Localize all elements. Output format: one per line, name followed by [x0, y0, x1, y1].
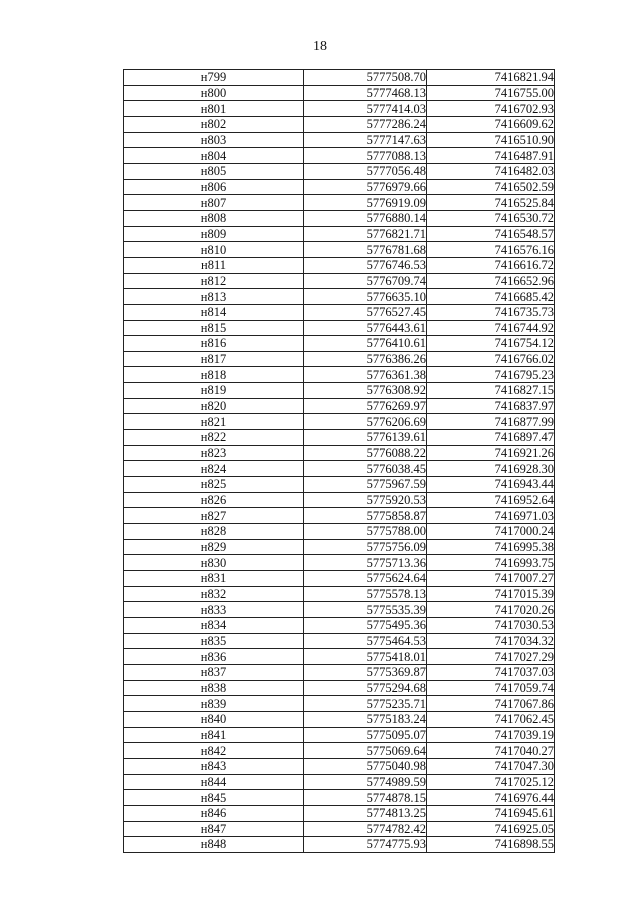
point-id-cell: н837: [124, 664, 304, 680]
x-coordinate-cell: 5775235.71: [304, 696, 427, 712]
x-coordinate-cell: 5774775.93: [304, 837, 427, 853]
y-coordinate-cell: 7417067.86: [427, 696, 555, 712]
x-coordinate-cell: 5776821.71: [304, 226, 427, 242]
x-coordinate-cell: 5777088.13: [304, 148, 427, 164]
table-row: [124, 195, 555, 211]
x-coordinate-cell: 5775294.68: [304, 680, 427, 696]
point-id-cell: н803: [124, 132, 304, 148]
x-coordinate-cell: 5776361.38: [304, 367, 427, 383]
y-coordinate-cell: 7416928.30: [427, 461, 555, 477]
table-row: [124, 790, 555, 806]
table-row: [124, 163, 555, 179]
table-row: [124, 743, 555, 759]
y-coordinate-cell: 7416616.72: [427, 257, 555, 273]
x-coordinate-cell: 5775578.13: [304, 586, 427, 602]
point-id-cell: н839: [124, 696, 304, 712]
x-coordinate-cell: 5776206.69: [304, 414, 427, 430]
y-coordinate-cell: 7417040.27: [427, 743, 555, 759]
y-coordinate-cell: 7417025.12: [427, 774, 555, 790]
x-coordinate-cell: 5775095.07: [304, 727, 427, 743]
table-row: [124, 70, 555, 86]
coordinates-table-body: [124, 70, 555, 853]
point-id-cell: н800: [124, 85, 304, 101]
table-row: [124, 649, 555, 665]
x-coordinate-cell: 5775464.53: [304, 633, 427, 649]
point-id-cell: н841: [124, 727, 304, 743]
y-coordinate-cell: 7416766.02: [427, 351, 555, 367]
point-id-cell: н836: [124, 649, 304, 665]
point-id-cell: н816: [124, 336, 304, 352]
table-row: [124, 85, 555, 101]
x-coordinate-cell: 5775920.53: [304, 492, 427, 508]
x-coordinate-cell: 5775967.59: [304, 477, 427, 493]
point-id-cell: н843: [124, 758, 304, 774]
point-id-cell: н827: [124, 508, 304, 524]
table-row: [124, 711, 555, 727]
y-coordinate-cell: 7417007.27: [427, 571, 555, 587]
point-id-cell: н806: [124, 179, 304, 195]
point-id-cell: н814: [124, 304, 304, 320]
table-row: [124, 571, 555, 587]
y-coordinate-cell: 7417027.29: [427, 649, 555, 665]
point-id-cell: н804: [124, 148, 304, 164]
table-row: [124, 383, 555, 399]
table-row: [124, 508, 555, 524]
x-coordinate-cell: 5775535.39: [304, 602, 427, 618]
y-coordinate-cell: 7416898.55: [427, 837, 555, 853]
point-id-cell: н812: [124, 273, 304, 289]
y-coordinate-cell: 7416995.38: [427, 539, 555, 555]
point-id-cell: н833: [124, 602, 304, 618]
y-coordinate-cell: 7417000.24: [427, 524, 555, 540]
y-coordinate-cell: 7416576.16: [427, 242, 555, 258]
y-coordinate-cell: 7416744.92: [427, 320, 555, 336]
point-id-cell: н829: [124, 539, 304, 555]
table-row: [124, 320, 555, 336]
table-row: [124, 242, 555, 258]
point-id-cell: н822: [124, 430, 304, 446]
y-coordinate-cell: 7417037.03: [427, 664, 555, 680]
point-id-cell: н848: [124, 837, 304, 853]
x-coordinate-cell: 5775713.36: [304, 555, 427, 571]
point-id-cell: н813: [124, 289, 304, 305]
table-row: [124, 524, 555, 540]
y-coordinate-cell: 7417020.26: [427, 602, 555, 618]
point-id-cell: н802: [124, 116, 304, 132]
x-coordinate-cell: 5774813.25: [304, 805, 427, 821]
table-row: [124, 289, 555, 305]
table-row: [124, 539, 555, 555]
y-coordinate-cell: 7416502.59: [427, 179, 555, 195]
x-coordinate-cell: 5776308.92: [304, 383, 427, 399]
x-coordinate-cell: 5776781.68: [304, 242, 427, 258]
y-coordinate-cell: 7416548.57: [427, 226, 555, 242]
x-coordinate-cell: 5775183.24: [304, 711, 427, 727]
page-number: 18: [313, 39, 327, 54]
table-row: [124, 821, 555, 837]
point-id-cell: н831: [124, 571, 304, 587]
x-coordinate-cell: 5775495.36: [304, 617, 427, 633]
y-coordinate-cell: 7416487.91: [427, 148, 555, 164]
point-id-cell: н805: [124, 163, 304, 179]
y-coordinate-cell: 7416795.23: [427, 367, 555, 383]
x-coordinate-cell: 5777468.13: [304, 85, 427, 101]
point-id-cell: н834: [124, 617, 304, 633]
y-coordinate-cell: 7416921.26: [427, 445, 555, 461]
point-id-cell: н840: [124, 711, 304, 727]
y-coordinate-cell: 7416897.47: [427, 430, 555, 446]
y-coordinate-cell: 7417047.30: [427, 758, 555, 774]
x-coordinate-cell: 5775418.01: [304, 649, 427, 665]
y-coordinate-cell: 7416971.03: [427, 508, 555, 524]
table-row: [124, 758, 555, 774]
y-coordinate-cell: 7416945.61: [427, 805, 555, 821]
x-coordinate-cell: 5776038.45: [304, 461, 427, 477]
x-coordinate-cell: 5776410.61: [304, 336, 427, 352]
y-coordinate-cell: 7416877.99: [427, 414, 555, 430]
point-id-cell: н818: [124, 367, 304, 383]
x-coordinate-cell: 5775624.64: [304, 571, 427, 587]
table-row: [124, 101, 555, 117]
y-coordinate-cell: 7416652.96: [427, 273, 555, 289]
table-row: [124, 555, 555, 571]
y-coordinate-cell: 7416952.64: [427, 492, 555, 508]
x-coordinate-cell: 5776088.22: [304, 445, 427, 461]
x-coordinate-cell: 5777286.24: [304, 116, 427, 132]
table-row: [124, 273, 555, 289]
y-coordinate-cell: 7417015.39: [427, 586, 555, 602]
table-row: [124, 414, 555, 430]
x-coordinate-cell: 5777056.48: [304, 163, 427, 179]
point-id-cell: н801: [124, 101, 304, 117]
y-coordinate-cell: 7417062.45: [427, 711, 555, 727]
point-id-cell: н810: [124, 242, 304, 258]
x-coordinate-cell: 5775369.87: [304, 664, 427, 680]
point-id-cell: н832: [124, 586, 304, 602]
table-row: [124, 633, 555, 649]
table-row: [124, 257, 555, 273]
point-id-cell: н809: [124, 226, 304, 242]
table-row: [124, 837, 555, 853]
point-id-cell: н828: [124, 524, 304, 540]
table-row: [124, 132, 555, 148]
x-coordinate-cell: 5774878.15: [304, 790, 427, 806]
table-row: [124, 116, 555, 132]
x-coordinate-cell: 5775069.64: [304, 743, 427, 759]
point-id-cell: н844: [124, 774, 304, 790]
x-coordinate-cell: 5774989.59: [304, 774, 427, 790]
table-row: [124, 430, 555, 446]
point-id-cell: н838: [124, 680, 304, 696]
y-coordinate-cell: 7416735.73: [427, 304, 555, 320]
point-id-cell: н830: [124, 555, 304, 571]
table-row: [124, 805, 555, 821]
x-coordinate-cell: 5776269.97: [304, 398, 427, 414]
point-id-cell: н826: [124, 492, 304, 508]
x-coordinate-cell: 5775756.09: [304, 539, 427, 555]
y-coordinate-cell: 7417059.74: [427, 680, 555, 696]
point-id-cell: н811: [124, 257, 304, 273]
coordinates-table: [123, 69, 555, 853]
y-coordinate-cell: 7416510.90: [427, 132, 555, 148]
x-coordinate-cell: 5776386.26: [304, 351, 427, 367]
y-coordinate-cell: 7416837.97: [427, 398, 555, 414]
point-id-cell: н824: [124, 461, 304, 477]
x-coordinate-cell: 5777508.70: [304, 70, 427, 86]
y-coordinate-cell: 7417030.53: [427, 617, 555, 633]
point-id-cell: н845: [124, 790, 304, 806]
y-coordinate-cell: 7416525.84: [427, 195, 555, 211]
point-id-cell: н799: [124, 70, 304, 86]
y-coordinate-cell: 7416609.62: [427, 116, 555, 132]
table-row: [124, 445, 555, 461]
x-coordinate-cell: 5776635.10: [304, 289, 427, 305]
y-coordinate-cell: 7416754.12: [427, 336, 555, 352]
point-id-cell: н819: [124, 383, 304, 399]
y-coordinate-cell: 7416976.44: [427, 790, 555, 806]
table-row: [124, 351, 555, 367]
point-id-cell: н807: [124, 195, 304, 211]
point-id-cell: н825: [124, 477, 304, 493]
y-coordinate-cell: 7417034.32: [427, 633, 555, 649]
table-row: [124, 696, 555, 712]
x-coordinate-cell: 5776746.53: [304, 257, 427, 273]
table-row: [124, 586, 555, 602]
point-id-cell: н846: [124, 805, 304, 821]
y-coordinate-cell: 7417039.19: [427, 727, 555, 743]
x-coordinate-cell: 5776709.74: [304, 273, 427, 289]
table-row: [124, 680, 555, 696]
point-id-cell: н847: [124, 821, 304, 837]
point-id-cell: н815: [124, 320, 304, 336]
point-id-cell: н821: [124, 414, 304, 430]
table-row: [124, 179, 555, 195]
x-coordinate-cell: 5775788.00: [304, 524, 427, 540]
y-coordinate-cell: 7416755.00: [427, 85, 555, 101]
table-row: [124, 398, 555, 414]
table-row: [124, 461, 555, 477]
table-row: [124, 210, 555, 226]
table-row: [124, 602, 555, 618]
x-coordinate-cell: 5776979.66: [304, 179, 427, 195]
point-id-cell: н842: [124, 743, 304, 759]
x-coordinate-cell: 5775858.87: [304, 508, 427, 524]
table-row: [124, 727, 555, 743]
table-row: [124, 148, 555, 164]
point-id-cell: н820: [124, 398, 304, 414]
table-row: [124, 304, 555, 320]
y-coordinate-cell: 7416685.42: [427, 289, 555, 305]
x-coordinate-cell: 5776880.14: [304, 210, 427, 226]
y-coordinate-cell: 7416993.75: [427, 555, 555, 571]
point-id-cell: н835: [124, 633, 304, 649]
table-row: [124, 492, 555, 508]
table-row: [124, 664, 555, 680]
table-row: [124, 367, 555, 383]
x-coordinate-cell: 5774782.42: [304, 821, 427, 837]
table-row: [124, 336, 555, 352]
x-coordinate-cell: 5776527.45: [304, 304, 427, 320]
point-id-cell: н808: [124, 210, 304, 226]
point-id-cell: н817: [124, 351, 304, 367]
y-coordinate-cell: 7416821.94: [427, 70, 555, 86]
y-coordinate-cell: 7416925.05: [427, 821, 555, 837]
x-coordinate-cell: 5776139.61: [304, 430, 427, 446]
x-coordinate-cell: 5776443.61: [304, 320, 427, 336]
x-coordinate-cell: 5776919.09: [304, 195, 427, 211]
y-coordinate-cell: 7416702.93: [427, 101, 555, 117]
y-coordinate-cell: 7416530.72: [427, 210, 555, 226]
table-row: [124, 477, 555, 493]
y-coordinate-cell: 7416943.44: [427, 477, 555, 493]
x-coordinate-cell: 5777147.63: [304, 132, 427, 148]
point-id-cell: н823: [124, 445, 304, 461]
y-coordinate-cell: 7416482.03: [427, 163, 555, 179]
y-coordinate-cell: 7416827.15: [427, 383, 555, 399]
table-row: [124, 226, 555, 242]
table-row: [124, 617, 555, 633]
x-coordinate-cell: 5777414.03: [304, 101, 427, 117]
x-coordinate-cell: 5775040.98: [304, 758, 427, 774]
table-row: [124, 774, 555, 790]
